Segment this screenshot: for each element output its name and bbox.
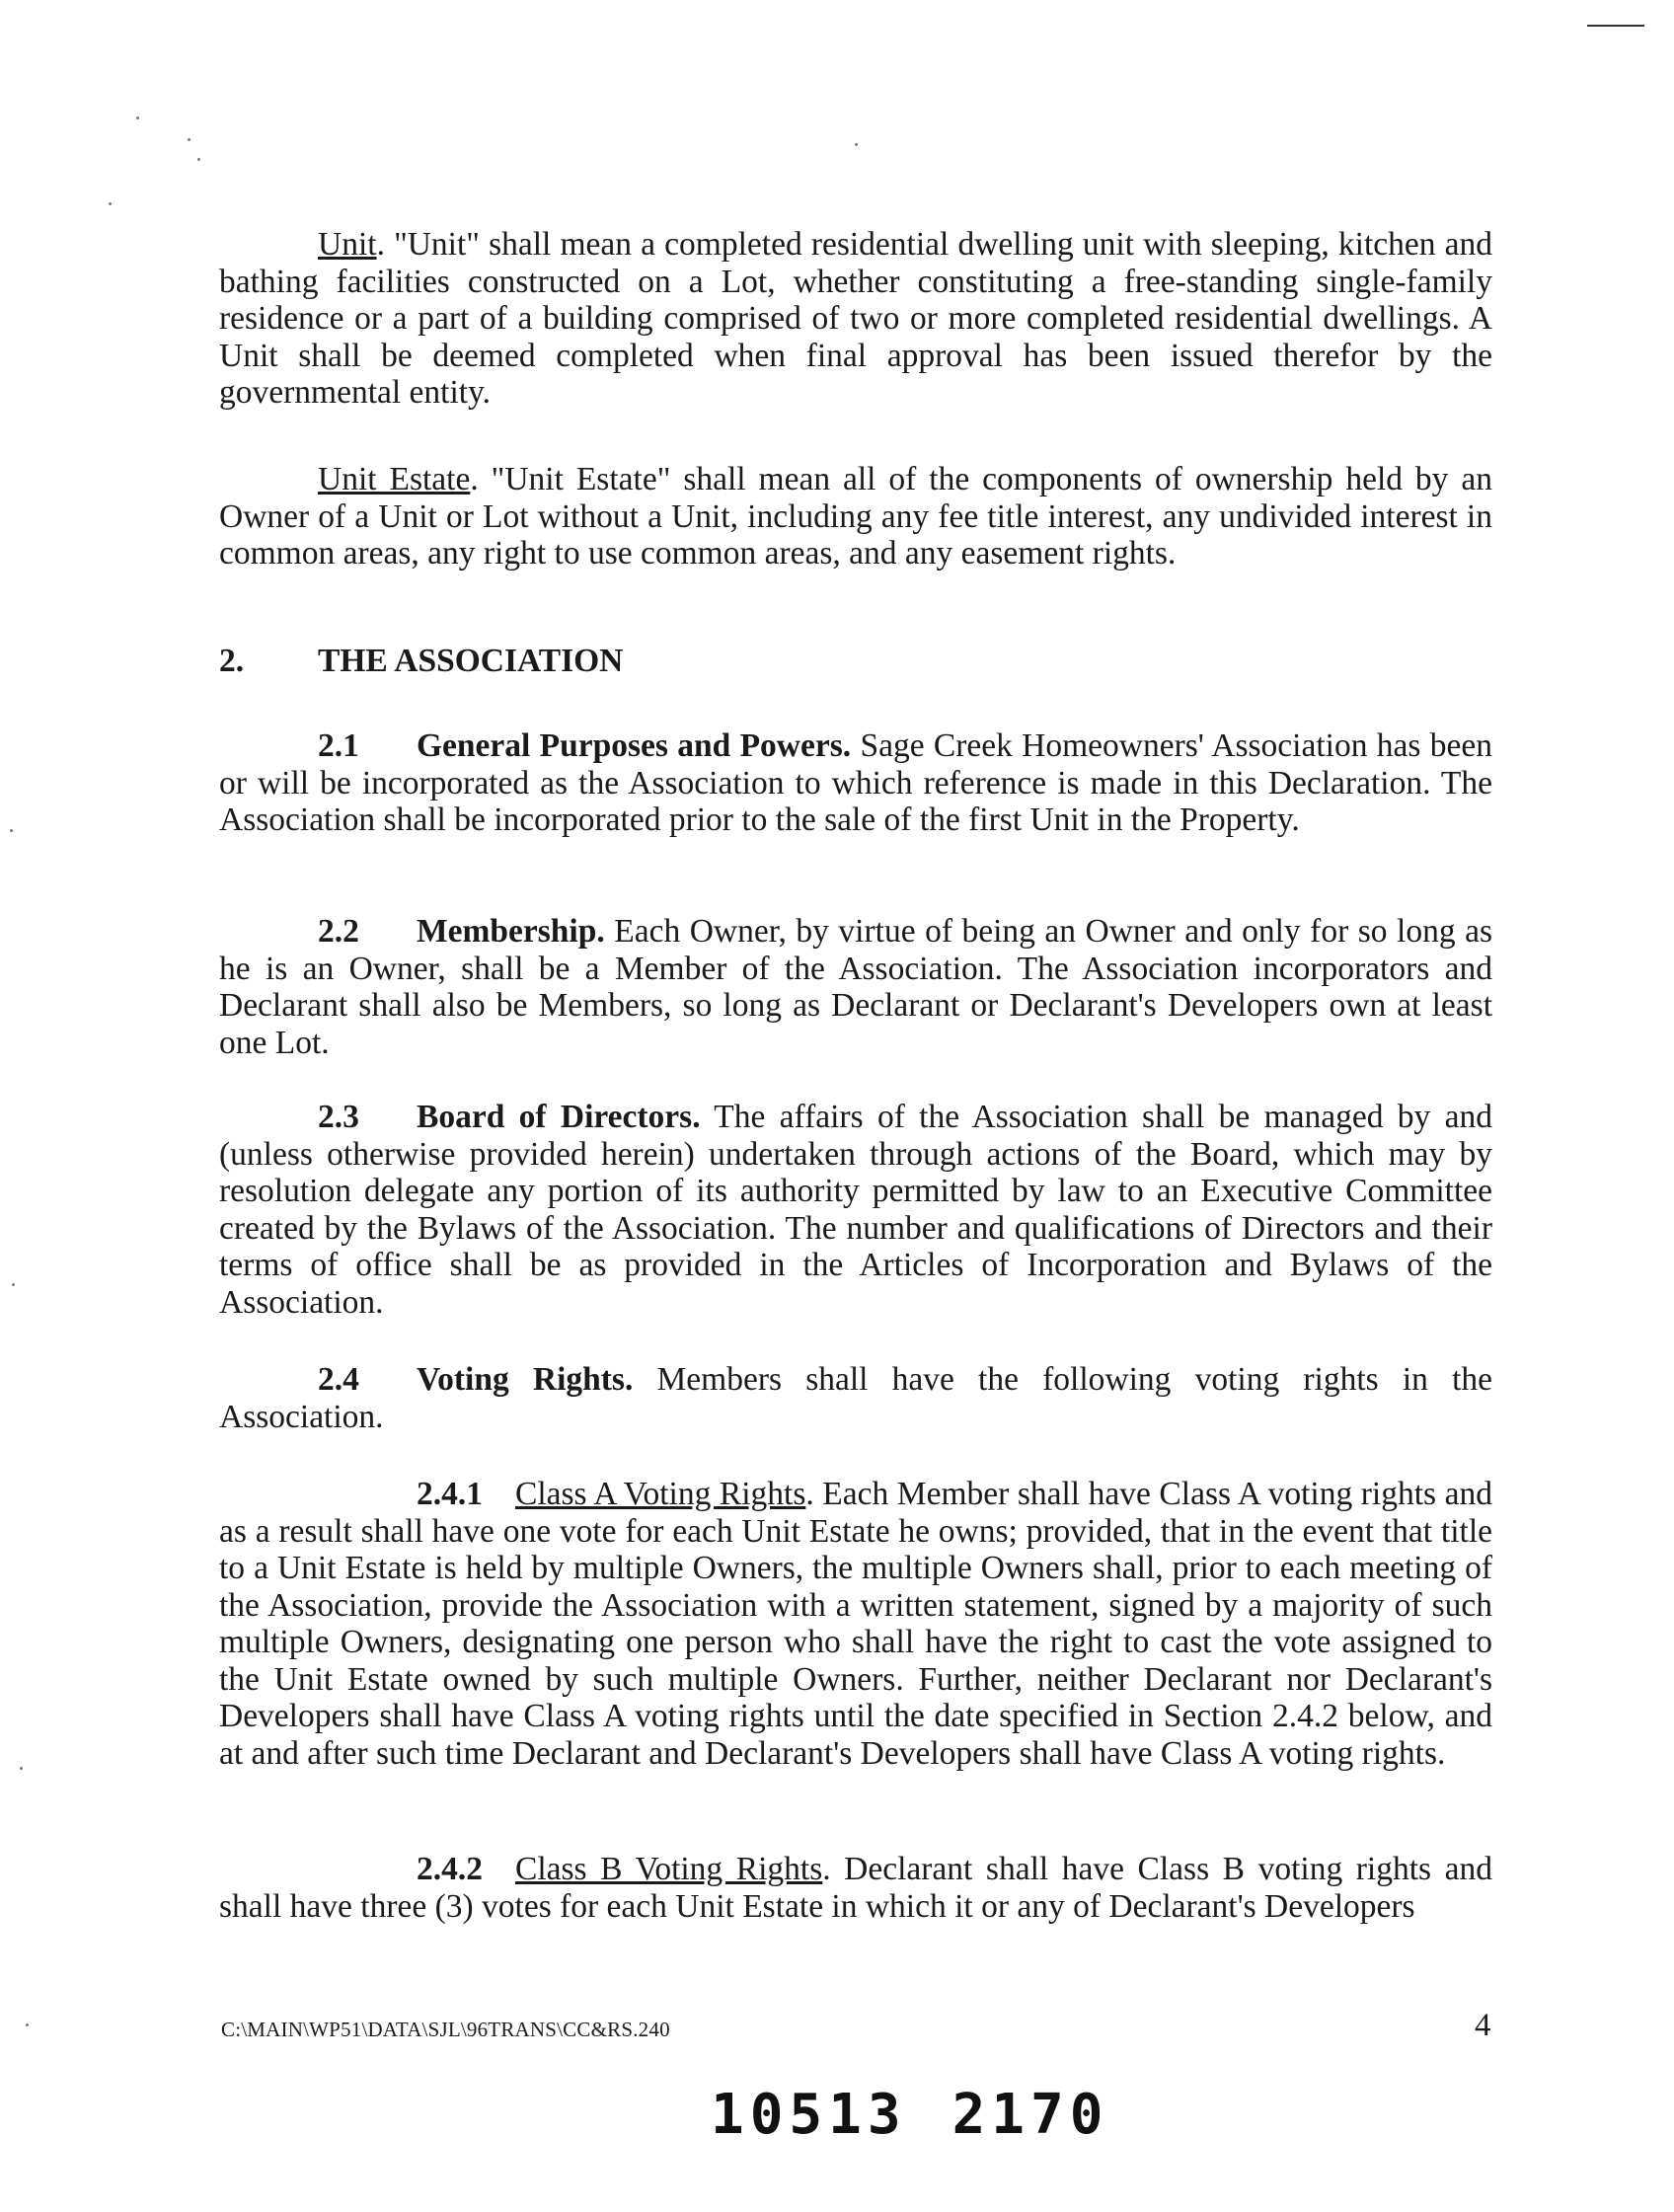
scan-speck [10,829,13,832]
subsection-title: General Purposes and Powers. [417,727,852,764]
scan-speck [109,202,112,205]
subsection-number: 2.2 [318,913,359,950]
subsection-2-1 [219,727,1492,839]
subsection-title: Voting Rights. [417,1361,634,1398]
section-heading [219,643,623,680]
subsection-text: Sage Creek Homeowners' Association has been or will be incorporated as the Association to which reference is made in this Declaration. The Association shall be incorporated prior to the sale of the first Unit in the Property. [219,727,1492,838]
subsection-title: Membership. [417,913,605,950]
subsection-text: . Declarant shall have Class B voting rights and shall have three (3) votes for each Unit Estate in which it or any of Declarant's Developers [219,1851,1492,1925]
section-title: THE ASSOCIATION [318,643,624,679]
recording-stamp [711,2083,1108,2147]
subsection-2-4-2 [219,1851,1492,1925]
scan-speck [20,1767,23,1770]
subsection-2-4 [219,1361,1492,1435]
scan-speck [26,2023,29,2026]
subsection-title: Class B Voting Rights [515,1851,823,1887]
subsection-number: 2.4.1 [417,1476,483,1512]
subsection-title: Class A Voting Rights [515,1476,806,1512]
stamp-page: 2170 [951,2083,1109,2147]
subsection-text: The affairs of the Association shall be managed by and (unless otherwise provided herein) undertaken through actions of the Board, which may by resolution delegate any portion of its authority permitted by law to an Executive Committee created by the Bylaws of the Association. The number and qualifications of Directors and their terms of office shall be as provided in the Articles of Incorporation and Bylaws of the Association. [219,1099,1492,1321]
definition-term: Unit [318,226,377,263]
subsection-number: 2.4.2 [417,1851,483,1887]
subsection-2-4-1 [219,1476,1492,1772]
definition-term: Unit Estate [318,461,471,497]
subsection-2-2 [219,913,1492,1061]
subsection-text: Members shall have the following voting rights in the Association. [219,1361,1492,1435]
scan-speck [855,143,858,146]
scan-speck [197,158,200,161]
subsection-text: Each Owner, by virtue of being an Owner and only for so long as he is an Owner, shall be a Member of the Association. The Association incorporators and Declarant shall also be Members, so long as Declarant or Declarant's Developers own at least one Lot. [219,913,1492,1061]
footer-file-path: C:\MAIN\WP51\DATA\SJL\96TRANS\CC&RS.240 [221,2018,670,2041]
definition-text: . "Unit Estate" shall mean all of the components of ownership held by an Owner of a Unit or Lot without a Unit, including any fee title interest, any undivided interest in common areas, any right to use common areas, and any easement rights. [219,461,1492,572]
definition-text: . "Unit" shall mean a completed residential dwelling unit with sleeping, kitchen and bathing facilities constructed on a Lot, whether constituting a free-standing single-family residence or a part of a building comprised of two or more completed residential dwellings. A Unit shall be deemed completed when final approval has been issued therefor by the governmental entity. [219,226,1492,411]
subsection-title: Board of Directors. [417,1099,701,1135]
scan-speck [12,1283,15,1286]
page-number: 4 [1475,2008,1491,2043]
subsection-text: . Each Member shall have Class A voting rights and as a result shall have one vote for each Unit Estate he owns; provided, that in the event that title to a Unit Estate is held by multiple Owners, the multiple Owners shall, prior to each meeting of the Association, provide the Association with a written statement, signed by a majority of such multiple Owners, designating one person who shall have the right to cast the vote assigned to the Unit Estate owned by such multiple Owners. Further, neither Declarant nor Declarant's Developers shall have Class A voting rights until the date specified in Section 2.4.2 below, and at and after such time Declarant and Declarant's Developers shall have Class A voting rights. [219,1476,1492,1772]
subsection-number: 2.4 [318,1361,359,1398]
scan-edge-mark [1587,25,1644,27]
subsection-number: 2.1 [318,727,359,764]
subsection-2-3 [219,1099,1492,1321]
scan-speck [188,138,190,141]
definition-unit [219,226,1492,412]
scan-speck [136,116,139,119]
subsection-number: 2.3 [318,1099,359,1135]
definition-unit-estate [219,461,1492,572]
section-number: 2. [219,643,245,679]
stamp-book: 10513 [711,2083,907,2147]
